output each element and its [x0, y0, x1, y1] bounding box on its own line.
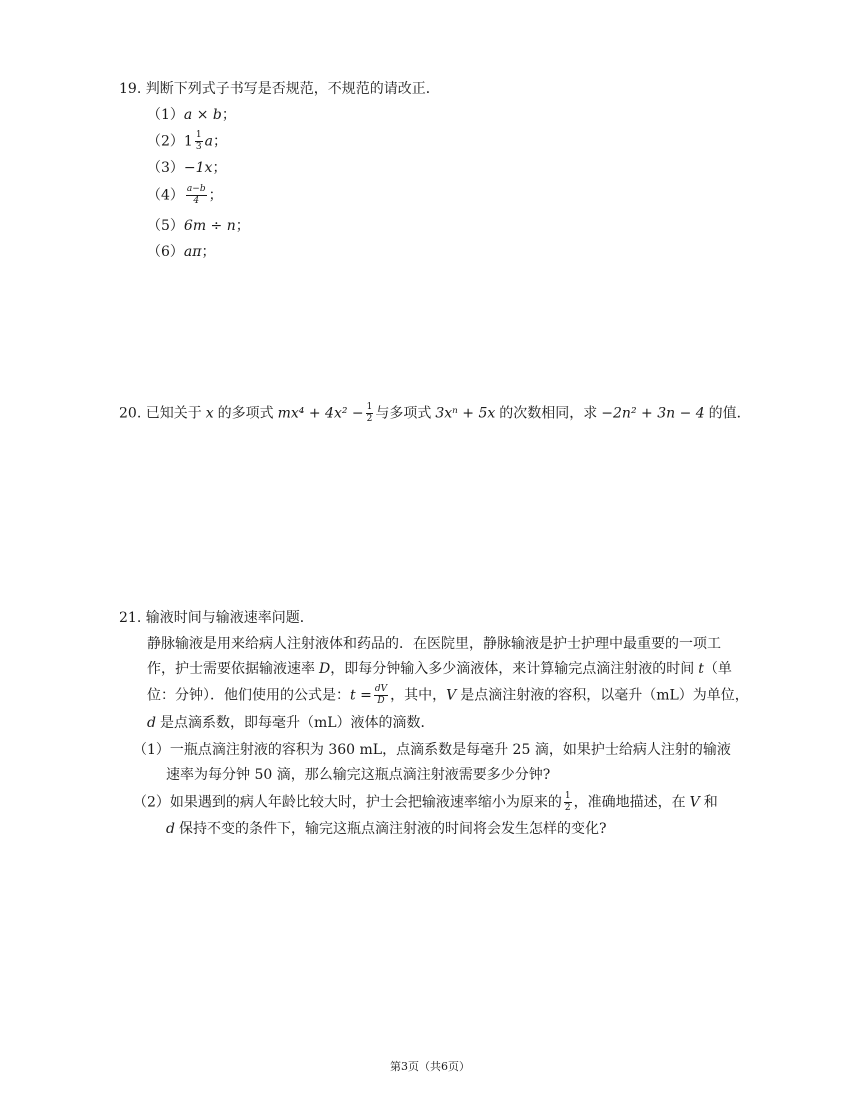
q19-stem: 19. 判断下列式子书写是否规范，不规范的请改正． — [119, 81, 440, 97]
formula-lhs: t = — [350, 687, 372, 704]
q21-line-2 — [147, 659, 732, 679]
fraction-half — [366, 403, 374, 424]
q20-text-1: 20. 已知关于 — [119, 405, 202, 422]
q21-text: 和 — [703, 794, 718, 811]
q21-line-1: 静脉输液是用来给病人注射液体和药品的．在医院里，静脉输液是护士护理中最重要的一项工 — [147, 636, 721, 652]
fraction-half — [564, 792, 572, 813]
item-tail: ； — [221, 107, 236, 123]
item-expr: 6m ÷ n — [183, 218, 236, 234]
var-V: V — [446, 687, 457, 704]
q21-sub-1-line-2: 速率为每分钟 50 滴，那么输完这瓶点滴注射液需要多少分钟? — [166, 767, 551, 783]
q20-text-3: 与多项式 — [375, 405, 432, 422]
item-expr: −1x — [183, 160, 213, 176]
item-tail: ； — [201, 244, 216, 260]
q20-text-4: 的次数相同，求 — [499, 405, 598, 422]
q21-text: ，即每分钟输入多少滴液体，来计算输完点滴注射液的时间 — [330, 661, 695, 677]
q19-item-4 — [147, 185, 223, 206]
q21-sub-2-line-2 — [166, 819, 606, 839]
q21-text: （2）如果遇到的病人年龄比较大时，护士会把输液速率缩小为原来的 — [133, 794, 562, 811]
q19-item-3 — [147, 158, 226, 178]
var-d: d — [166, 821, 175, 837]
q21-text: ，准确地描述，在 — [573, 794, 686, 811]
q21-title: 21. 输液时间与输液速率问题． — [119, 610, 314, 626]
page-footer: 第3页（共6页） — [390, 1060, 470, 1073]
q20-var-x: x — [205, 405, 214, 422]
item-label: （3） — [147, 160, 184, 176]
item-tail: ； — [212, 160, 227, 176]
q21-text: 是点滴系数，即每毫升（mL）液体的滴数． — [159, 715, 435, 731]
item-label: （2） — [147, 133, 184, 150]
item-tail: ； — [235, 218, 250, 234]
q21-line-4 — [147, 713, 435, 733]
mixed-whole: 1 — [183, 133, 193, 150]
item-tail: ； — [212, 133, 227, 150]
q20-poly-1: mx⁴ + 4x² − — [277, 405, 364, 422]
item-expr: a — [204, 133, 213, 150]
fraction-numerator: 1 — [195, 130, 202, 140]
item-label: （6） — [147, 244, 184, 260]
q21-text: ，其中， — [390, 687, 447, 704]
q19-item-6 — [147, 242, 215, 262]
fraction-denominator: 3 — [195, 142, 202, 152]
q21-line-3 — [147, 685, 749, 706]
q21-sub-1-line-1: （1）一瓶点滴注射液的容积为 360 mL，点滴系数是每毫升 25 滴，如果护士给病人注射的输液 — [133, 742, 731, 758]
item-label: （5） — [147, 218, 184, 234]
var-t: t — [698, 661, 704, 677]
item-expr: a × b — [183, 107, 222, 123]
q21-text: 是点滴注射液的容积，以毫升（mL）为单位， — [460, 687, 749, 704]
item-expr: aπ — [183, 244, 202, 260]
var-V: V — [689, 794, 700, 811]
q20-text-2: 的多项式 — [217, 405, 274, 422]
var-D: D — [319, 661, 331, 677]
formula-fraction — [374, 685, 388, 706]
q20-text-5: 的值． — [708, 405, 751, 422]
fraction-denominator: 4 — [193, 196, 200, 206]
q20-expression: −2n² + 3n − 4 — [601, 405, 705, 422]
fraction-denominator: 2 — [564, 803, 571, 813]
q19-item-2 — [147, 131, 227, 152]
q21-text: 位：分钟）．他们使用的公式是： — [147, 687, 350, 704]
q19-item-1 — [147, 105, 236, 125]
q19-item-5 — [147, 216, 250, 236]
fraction — [186, 185, 207, 206]
item-label: （1） — [147, 107, 184, 123]
var-d: d — [147, 715, 156, 731]
item-tail: ； — [208, 187, 223, 204]
q20-stem — [119, 403, 751, 424]
fraction-denominator: 2 — [366, 414, 373, 424]
q21-text: 保持不变的条件下，输完这瓶点滴注射液的时间将会发生怎样的变化? — [178, 821, 607, 837]
q20-poly-2: 3xⁿ + 5x — [435, 405, 496, 422]
q21-sub-2-line-1 — [133, 792, 718, 813]
q21-text: 作，护士需要依据输液速率 — [147, 661, 315, 677]
fraction-numerator: 1 — [366, 402, 373, 412]
fraction — [195, 131, 203, 152]
fraction-numerator: 1 — [564, 791, 571, 801]
fraction-numerator: dV — [374, 684, 388, 694]
q21-text: （单 — [703, 661, 732, 677]
fraction-denominator: D — [377, 696, 385, 706]
fraction-numerator: a−b — [186, 184, 206, 194]
item-label: （4） — [147, 187, 184, 204]
